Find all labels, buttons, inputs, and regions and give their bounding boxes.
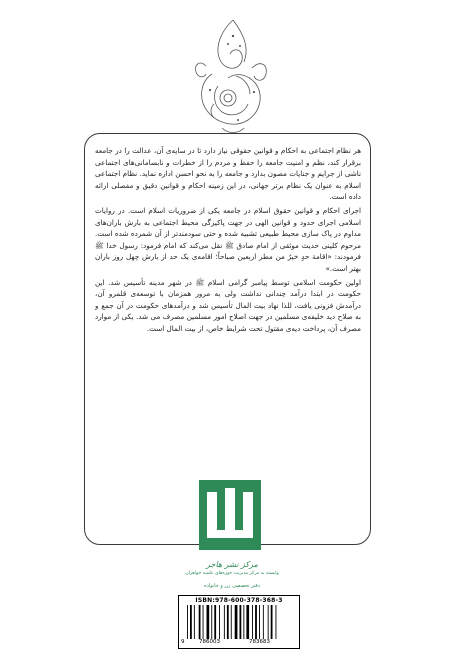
- barcode-digit-prefix: 9: [181, 639, 185, 645]
- barcode-bars: [185, 605, 293, 639]
- publisher-office: دفتر تخصصی زن و خانواده: [203, 583, 261, 589]
- barcode-digits-right: 783683: [249, 639, 270, 645]
- paragraph-2: اجرای احکام و قوانین حقوق اسلام در جامعه یکی از ضروریات اسلام است. در روایات اسلامی اجرای حدود و قوانین الهی در جهت پاکیزگی محیط اجتماعی به بارش باران‌های مداوم در پاک سازی محیط طبیعی تشبیه شده و حتی سودمندتر از آن شمرده شده است. مرحوم کلینی حدیث موثقی از امام صادق ﷺ نقل می‌کند که امام فرمود: رسول خدا ﷺ فرمودند: «اقامة حدٍ خیرٌ من مطر اربعین صباحاً؛ اقامه‌ی یک حد از بارش چهل روز باران بهتر است.»: [95, 205, 361, 273]
- paragraph-3: اولین حکومت اسلامی توسط پیامبر گرامی اسلام ﷺ در شهر مدینه تأسیس شد. این حکومت در ابتدا درآمد چندانی نداشت ولی به مرور همزمان با توسعه‌ی قلمرو آن، درآمدش فزونی یافت، للذا نهاد بیت المال تأسیس شد و درآمدهای حکومت در آن جمع و به صلاح دید خلیفه‌ی مسلمین در جهت اصلاح امور مسلمین مصرف می شد. یکی از موارد مصرف آن، پرداخت دیه‌ی مقتول تحت شرایط خاص، از بیت المال است.: [95, 277, 361, 333]
- publisher-logo-icon: [195, 478, 265, 553]
- back-cover-text: [95, 145, 361, 337]
- isbn-label: ISBN:978-600-378-368-3: [195, 597, 283, 604]
- isbn-barcode: [178, 595, 300, 649]
- barcode-digits-left: 786003: [199, 639, 220, 645]
- publisher-subtitle: وابسته به مرکز مدیریت حوزه‌های علمیه خواهران: [185, 571, 279, 576]
- paisley-ornament-icon: [192, 16, 274, 138]
- paragraph-1: هر نظام اجتماعی به احکام و قوانین حقوقی نیاز دارد تا در سایه‌ی آن، عدالت را در جامعه برقرار کند، نظم و امنیت جامعه را حفظ و مردم را از خطرات و نابسامانی‌های اجتماعی ناشی از جرایم و جنایات مصون بدارد و جامعه را به نحو احسن اداره نماید. نظام اجتماعی اسلام به عنوان یک نظام برتر جهانی، در این زمینه احکام و قوانین دقیق و مفصلی ارائه داده است.: [95, 146, 361, 202]
- publisher-name: مرکز نشر هاجر: [206, 560, 258, 569]
